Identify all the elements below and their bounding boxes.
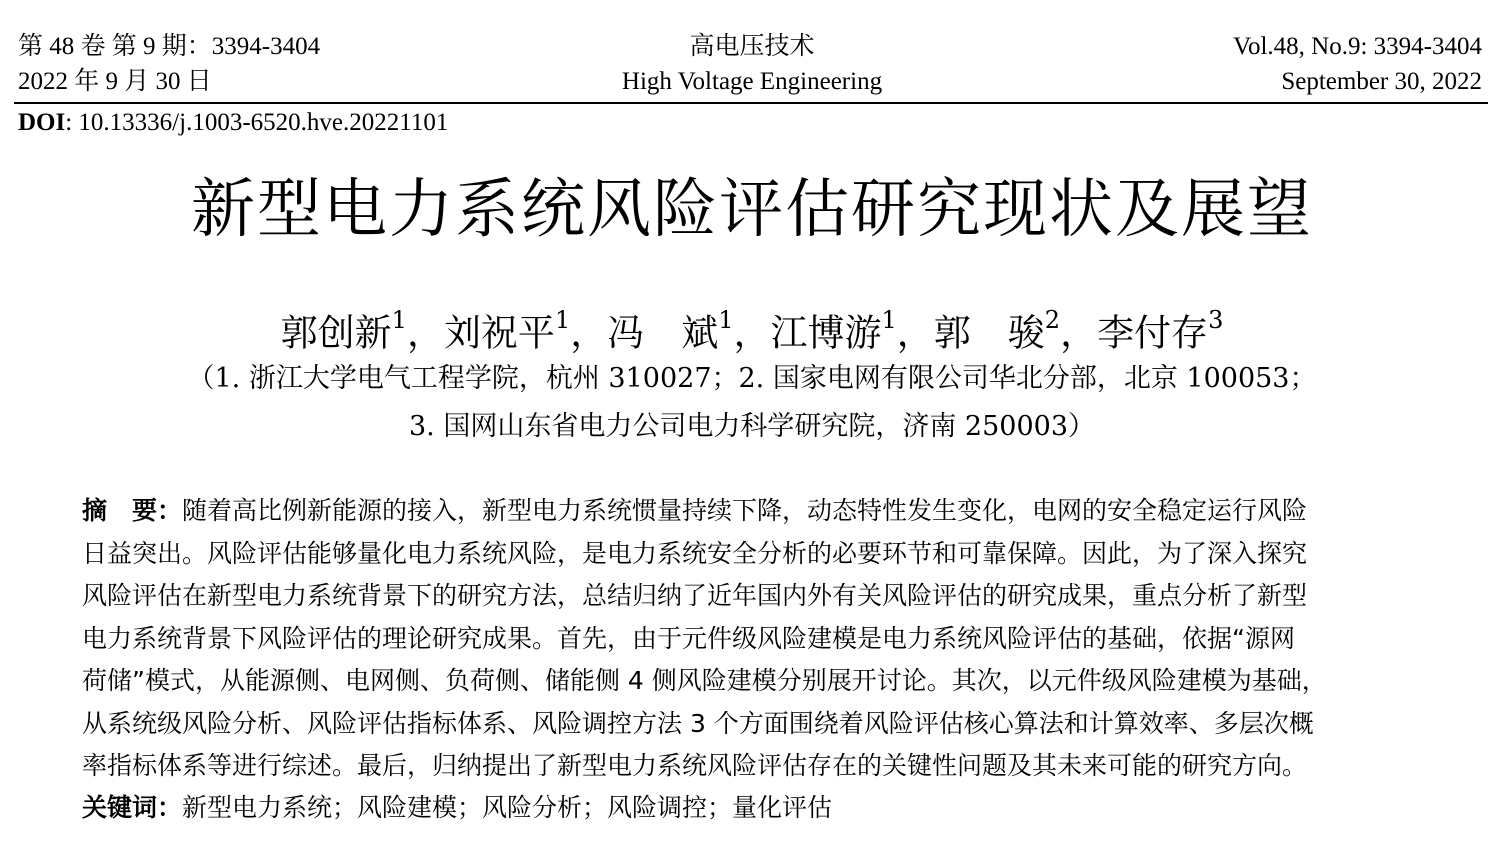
author-separator: ，: [1060, 311, 1098, 355]
author-name: 刘祝平: [443, 311, 555, 355]
author-name: 郭 骏: [933, 311, 1045, 355]
keywords-label: 关键词：: [82, 793, 183, 822]
paper-title: 新型电力系统风险评估研究现状及展望: [191, 173, 1313, 247]
abstract-line: 率指标体系等进行综述。最后，归纳提出了新型电力系统风险评估存在的关键性问题及其未来可能的研究方向。: [82, 751, 1308, 780]
author-name: 江博游: [770, 311, 882, 355]
abstract-line: 风险评估在新型电力系统背景下的研究方法，总结归纳了近年国内外有关风险评估的研究成果，重点分析了新型: [82, 581, 1308, 610]
affiliation-line-1: （1. 浙江大学电气工程学院，杭州 310027；2. 国家电网有限公司华北分部，北京 100053；: [187, 363, 1317, 394]
author-affiliation-mark: 1: [881, 306, 897, 334]
abstract-line: 电力系统背景下风险评估的理论研究成果。首先，由于元件级风险建模是电力系统风险评估的基础，依据“源网: [82, 623, 1295, 653]
header-rule: [14, 102, 1488, 104]
author-separator: ，: [406, 311, 444, 355]
abstract-line: [82, 490, 1418, 533]
doi-line: [18, 108, 448, 138]
abstract-line: 从系统级风险分析、风险评估指标体系、风险调控方法 3 个方面围绕着风险评估核心算法和计算效率、多层次概: [82, 708, 1314, 738]
publication-date-cn: 2022 年 9 月 30 日: [18, 68, 212, 95]
abstract: [82, 490, 1418, 788]
author-separator: ，: [570, 311, 608, 355]
author-affiliation-mark: 1: [391, 306, 407, 334]
volume-issue-pages-en: Vol.48, No.9: 3394-3404: [1233, 33, 1482, 60]
author-affiliation-mark: 2: [1044, 306, 1061, 334]
affiliation-line-2: 3. 国网山东省电力公司电力科学研究院，济南 250003）: [409, 411, 1095, 442]
author-separator: ，: [896, 311, 934, 355]
doi-label: DOI: [18, 109, 66, 136]
author-affiliation-mark: 3: [1208, 306, 1224, 334]
author-name: 李付存: [1097, 311, 1209, 355]
author-affiliation-mark: 1: [554, 306, 571, 334]
author-list: [0, 300, 1504, 357]
author-name: 郭创新: [280, 311, 392, 355]
abstract-label: 摘 要：: [82, 496, 183, 525]
journal-name-cn: 高电压技术: [689, 33, 815, 60]
author-affiliation-mark: 1: [718, 306, 734, 334]
keywords: [82, 790, 832, 826]
doi-value[interactable]: : 10.13336/j.1003-6520.hve.20221101: [65, 109, 449, 136]
abstract-line: 日益突出。风险评估能够量化电力系统风险，是电力系统安全分析的必要环节和可靠保障。因此，为了深入探究: [82, 538, 1308, 568]
abstract-line: 荷储”模式，从能源侧、电网侧、负荷侧、储能侧 4 侧风险建模分别展开讨论。其次，以元件级风险建模为基础，: [82, 666, 1327, 695]
author-separator: ，: [733, 311, 771, 355]
journal-name-en: High Voltage Engineering: [621, 68, 883, 95]
keywords-value: 新型电力系统；风险建模；风险分析；风险调控；量化评估: [182, 793, 833, 822]
abstract-text: 随着高比例新能源的接入，新型电力系统惯量持续下降，动态特性发生变化，电网的安全稳定运行风险: [182, 496, 1308, 525]
volume-issue-pages: 第 48 卷 第 9 期：3394-3404: [18, 33, 321, 60]
author-name: 冯 斌: [607, 311, 719, 355]
publication-date-en: September 30, 2022: [1281, 68, 1482, 95]
